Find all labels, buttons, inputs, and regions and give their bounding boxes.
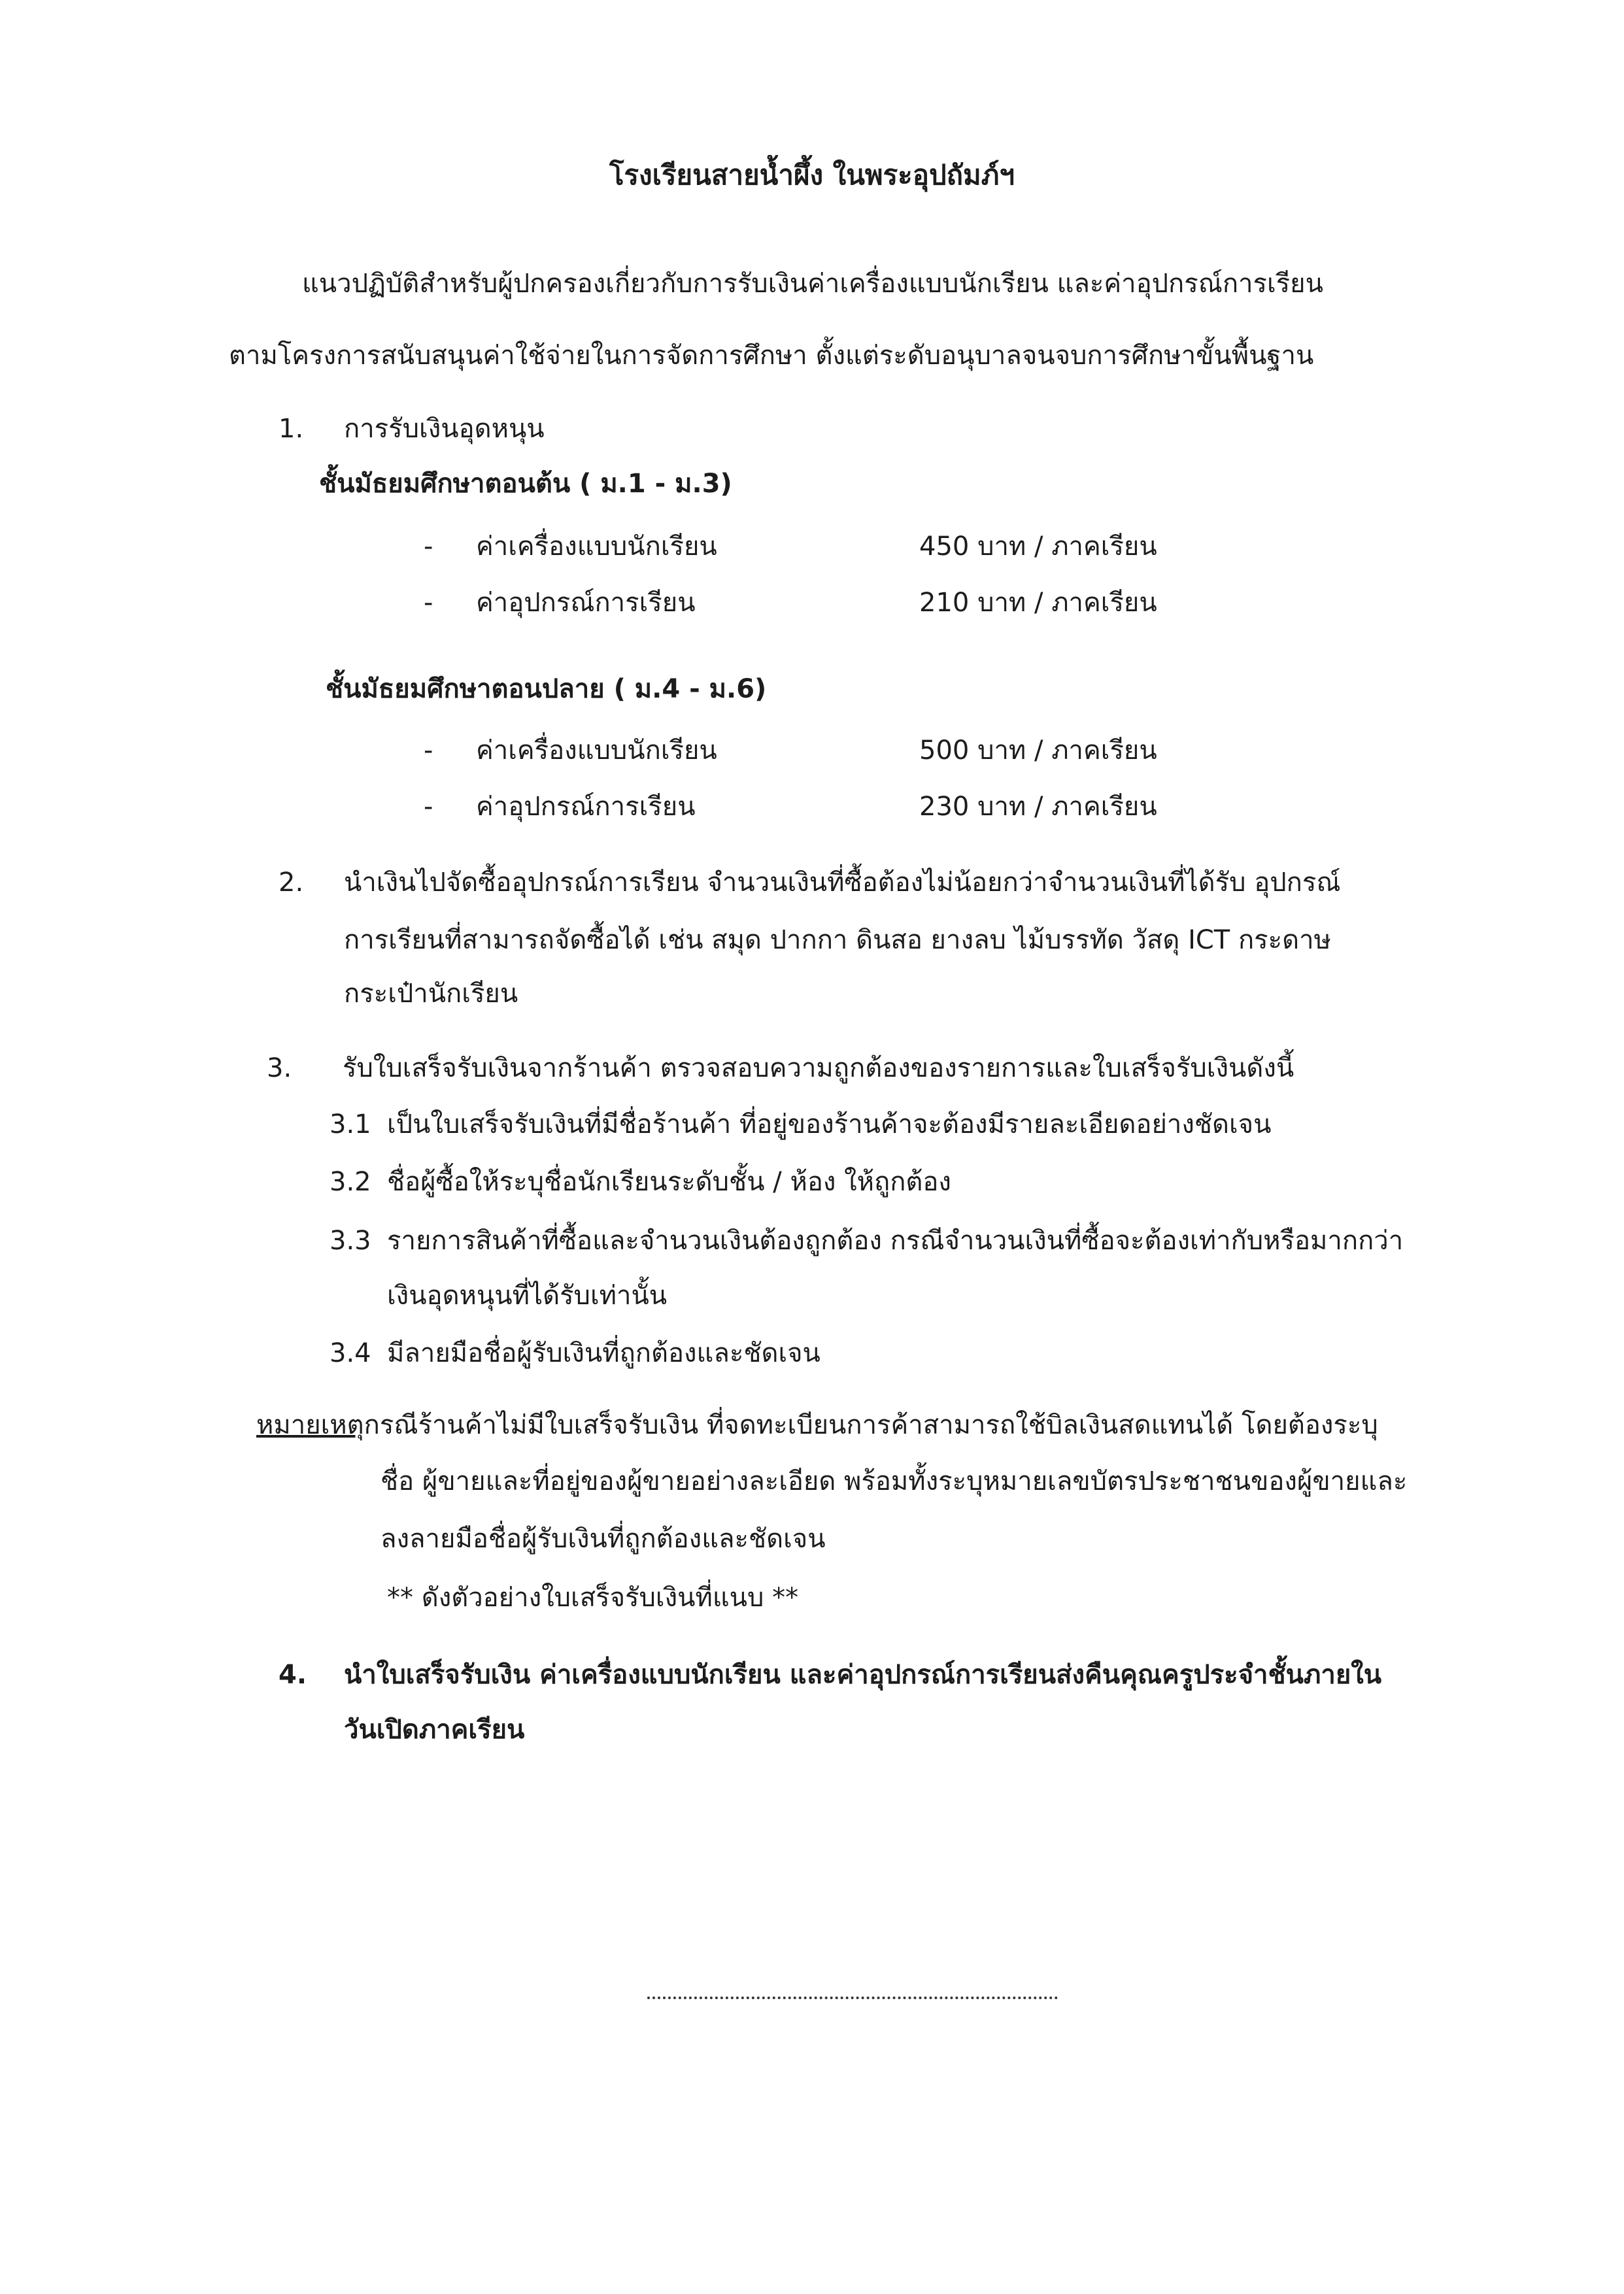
item-amount: 450 บาท / ภาคเรียน bbox=[919, 531, 1157, 562]
subitem-number: 3.2 bbox=[330, 1167, 371, 1197]
section-1-heading bbox=[279, 409, 545, 448]
section-heading-text: การรับเงินอุดหนุน bbox=[344, 414, 545, 444]
section-3-heading bbox=[267, 1049, 1294, 1088]
item-amount: 500 บาท / ภาคเรียน bbox=[919, 735, 1157, 766]
section-2-line-2: การเรียนที่สามารถจัดซื้อได้ เช่น สมุด ปากกา ดินสอ ยางลบ ไม้บรรทัด วัสดุ ICT กระดาษ bbox=[344, 925, 1331, 955]
note-line-3: ลงลายมือชื่อผู้รับเงินที่ถูกต้องและชัดเจน bbox=[381, 1524, 826, 1554]
section-heading-text: รับใบเสร็จรับเงินจากร้านค้า ตรวจสอบความถูกต้องของรายการและใบเสร็จรับเงินดังนี้ bbox=[343, 1053, 1294, 1083]
section-text: นำเงินไปจัดซื้ออุปกรณ์การเรียน จำนวนเงินที่ซื้อต้องไม่น้อยกว่าจำนวนเงินที่ได้รับ อุปกรณ์ bbox=[344, 868, 1341, 898]
bullet-dash: - bbox=[424, 531, 433, 562]
section-number: 2. bbox=[279, 868, 304, 898]
subitem-number: 3.1 bbox=[330, 1109, 371, 1139]
subitem-number: 3.4 bbox=[330, 1338, 371, 1368]
note-label: หมายเหตุ bbox=[256, 1410, 364, 1440]
subitem-3-3-continuation: เงินอุดหนุนที่ได้รับเท่านั้น bbox=[387, 1281, 668, 1311]
item-amount: 230 บาท / ภาคเรียน bbox=[919, 792, 1157, 822]
subitem-text: เป็นใบเสร็จรับเงินที่มีชื่อร้านค้า ที่อยู่ของร้านค้าจะต้องมีรายละเอียดอย่างชัดเจน bbox=[387, 1109, 1272, 1139]
bullet-dash: - bbox=[424, 735, 433, 766]
document-title: โรงเรียนสายน้ำผึ้ง ในพระอุปถัมภ์ฯ bbox=[609, 159, 1015, 191]
dotted-end-line bbox=[647, 1997, 1058, 1999]
item-label: ค่าเครื่องแบบนักเรียน bbox=[476, 531, 717, 562]
subitem-number: 3.3 bbox=[330, 1226, 371, 1256]
item-amount: 210 บาท / ภาคเรียน bbox=[919, 588, 1157, 618]
section-2-line-3: กระเป๋านักเรียน bbox=[344, 979, 518, 1009]
subitem-3-4 bbox=[330, 1334, 820, 1373]
note-text: กรณีร้านค้าไม่มีใบเสร็จรับเงิน ที่จดทะเบียนการค้าสามารถใช้บิลเงินสดแทนได้ โดยต้องระบุ bbox=[364, 1410, 1378, 1440]
section-number: 3. bbox=[267, 1053, 292, 1083]
section-2-line-1 bbox=[279, 863, 1340, 902]
note-line-2: ชื่อ ผู้ขายและที่อยู่ของผู้ขายอย่างละเอียด พร้อมทั้งระบุหมายเลขบัตรประชาชนของผู้ขายและ bbox=[381, 1466, 1408, 1496]
bullet-dash: - bbox=[424, 792, 433, 822]
subitem-text: มีลายมือชื่อผู้รับเงินที่ถูกต้องและชัดเจน bbox=[387, 1338, 820, 1368]
item-equipment-lower bbox=[424, 583, 696, 622]
section-4-line-1 bbox=[279, 1655, 1381, 1695]
subitem-3-2 bbox=[330, 1162, 951, 1202]
section-text: นำใบเสร็จรับเงิน ค่าเครื่องแบบนักเรียน และค่าอุปกรณ์การเรียนส่งคืนคุณครูประจำชั้นภายใน bbox=[344, 1660, 1382, 1690]
item-label: ค่าอุปกรณ์การเรียน bbox=[476, 792, 696, 822]
bullet-dash: - bbox=[424, 588, 433, 618]
intro-line-1: แนวปฏิบัติสำหรับผู้ปกครองเกี่ยวกับการรับเงินค่าเครื่องแบบนักเรียน และค่าอุปกรณ์การเรียน bbox=[302, 269, 1323, 299]
subitem-text: รายการสินค้าที่ซื้อและจำนวนเงินต้องถูกต้อง กรณีจำนวนเงินที่ซื้อจะต้องเท่ากับหรือมากกว่า bbox=[387, 1226, 1404, 1256]
group-heading-upper-secondary: ชั้นมัธยมศึกษาตอนปลาย ( ม.4 - ม.6) bbox=[326, 674, 767, 704]
group-heading-lower-secondary: ชั้นมัธยมศึกษาตอนต้น ( ม.1 - ม.3) bbox=[319, 469, 732, 499]
subitem-3-3 bbox=[330, 1221, 1403, 1260]
item-label: ค่าอุปกรณ์การเรียน bbox=[476, 588, 696, 618]
note-line-4: ** ดังตัวอย่างใบเสร็จรับเงินที่แนบ ** bbox=[387, 1583, 799, 1613]
note-line-1 bbox=[256, 1406, 1378, 1445]
intro-line-2: ตามโครงการสนับสนุนค่าใช้จ่ายในการจัดการศึกษา ตั้งแต่ระดับอนุบาลจนจบการศึกษาขั้นพื้นฐาน bbox=[229, 341, 1314, 371]
item-uniform-upper bbox=[424, 731, 717, 770]
subitem-text: ชื่อผู้ซื้อให้ระบุชื่อนักเรียนระดับชั้น / ห้อง ให้ถูกต้อง bbox=[387, 1167, 951, 1197]
section-4-line-2: วันเปิดภาคเรียน bbox=[344, 1715, 525, 1745]
item-equipment-upper bbox=[424, 787, 696, 826]
item-uniform-lower bbox=[424, 527, 717, 566]
section-number: 1. bbox=[279, 414, 304, 444]
item-label: ค่าเครื่องแบบนักเรียน bbox=[476, 735, 717, 766]
subitem-3-1 bbox=[330, 1105, 1271, 1144]
section-number: 4. bbox=[279, 1660, 307, 1690]
